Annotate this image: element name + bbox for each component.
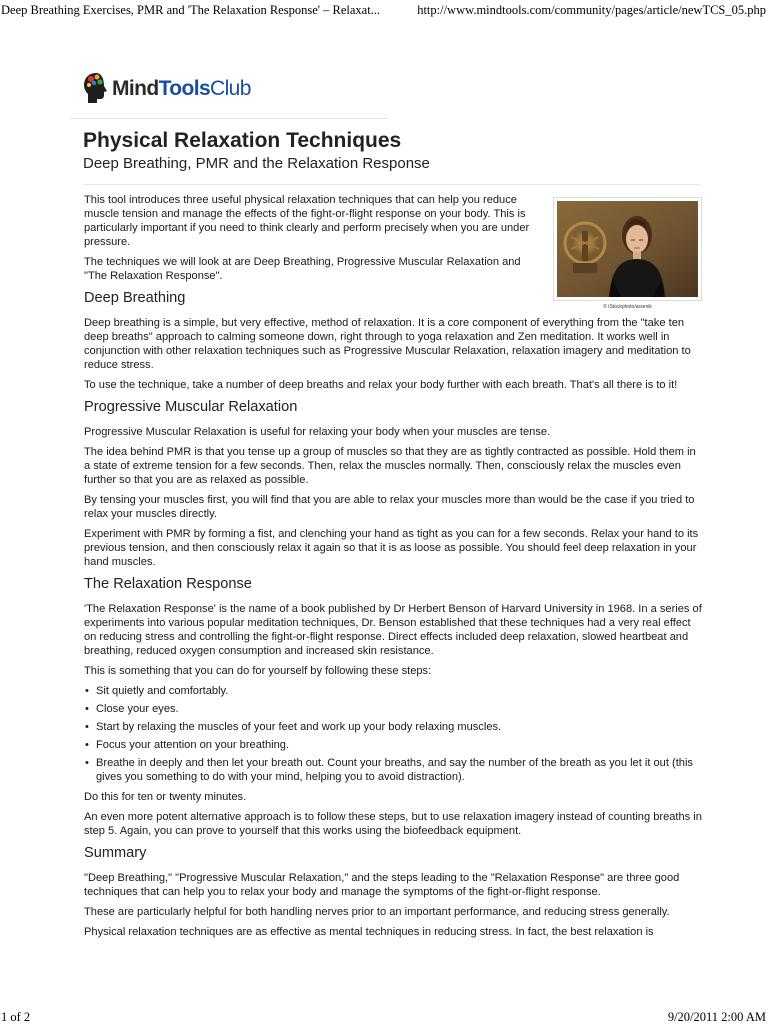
logo-mind: Mind	[112, 76, 159, 100]
list-item-text: Breathe in deeply and then let your breath out. Count your breaths, and say the number of the breath as you let it out (this gives you something to do with your mind, helping you to avoid distraction).	[96, 757, 693, 783]
paragraph: This is something that you can do for yourself by following these steps:	[84, 665, 432, 677]
paragraph: Progressive Muscular Relaxation is useful for relaxing your body when your muscles are tense.	[84, 426, 551, 438]
logo-tools: Tools	[158, 76, 211, 100]
page-subtitle: Deep Breathing, PMR and the Relaxation Response	[83, 155, 430, 172]
bullet: •	[85, 739, 89, 751]
title-divider	[83, 184, 700, 185]
list-item-text: Close your eyes.	[96, 703, 179, 715]
print-footer-datetime: 9/20/2011 2:00 AM	[667, 1010, 766, 1024]
mindtools-club-logo[interactable]	[83, 70, 251, 106]
logo-club: Club	[210, 76, 251, 100]
print-header-url: http://www.mindtools.com/community/pages/article/newTCS_05.php	[417, 3, 766, 17]
bullet: •	[85, 703, 89, 715]
paragraph: These are particularly helpful for both handling nerves prior to an important performance, and reducing stress generally.	[84, 906, 670, 918]
list-item	[84, 684, 704, 698]
bullet: •	[85, 685, 89, 697]
article-body	[84, 193, 704, 945]
paragraph: 'The Relaxation Response' is the name of a book published by Dr Herbert Benson of Harvard University in 1968. In a series of experiments into various popular meditation techniques, Dr. Benson established that these techniques had a very real effect on reducing stress and controlling the fight-or-flight response. Direct effects included deep relaxation, slowed heartbeat and breathing, reduced oxygen consumption and increased skin resistance.	[84, 603, 702, 657]
steps-list	[84, 684, 704, 784]
list-item-text: Focus your attention on your breathing.	[96, 739, 290, 751]
bullet: •	[85, 757, 89, 769]
paragraph: Do this for ten or twenty minutes.	[84, 791, 247, 803]
image-credit: © iStockphoto/arsenik	[603, 304, 652, 310]
page-title: Physical Relaxation Techniques	[83, 129, 402, 152]
logo-wordmark	[112, 78, 251, 99]
list-item	[84, 720, 704, 734]
list-item	[84, 702, 704, 716]
list-item-text: Sit quietly and comfortably.	[96, 685, 229, 697]
paragraph: To use the technique, take a number of deep breaths and relax your body further with each breath. That's all there is to it!	[84, 379, 678, 391]
list-item-text: Start by relaxing the muscles of your feet and work up your body relaxing muscles.	[96, 721, 502, 733]
paragraph: Physical relaxation techniques are as effective as mental techniques in reducing stress. In fact, the best relaxation is	[84, 926, 654, 938]
paragraph: "Deep Breathing," "Progressive Muscular Relaxation," and the steps leading to the "Relaxation Response" are three good techniques that can help you to relax your body and manage the symptoms of the fight-or-flight response.	[84, 872, 680, 898]
mindtools-head-logo-icon	[83, 71, 109, 105]
section-heading-deep-breathing: Deep Breathing	[84, 290, 186, 306]
print-header-title: Deep Breathing Exercises, PMR and 'The Relaxation Response' – Relaxat...	[1, 3, 381, 17]
list-item	[84, 756, 704, 784]
header-divider	[70, 118, 388, 119]
section-heading-pmr: Progressive Muscular Relaxation	[84, 399, 298, 415]
paragraph: Experiment with PMR by forming a fist, and clenching your hand as tight as you can for a few seconds. Relax your hand to its previous tension, and then consciously relax it again so that it is as loose as possible. You should feel deep relaxation in your hand muscles.	[84, 528, 699, 568]
paragraph: The idea behind PMR is that you tense up a group of muscles so that they are as tightly contracted as possible. Hold them in a state of extreme tension for a few seconds. Then, relax the muscles normally. Then, consciously relax the muscles even further so that you are as relaxed as possible.	[84, 446, 696, 486]
paragraph: Deep breathing is a simple, but very effective, method of relaxation. It is a core component of everything from the "take ten deep breaths" approach to calming someone down, right through to yoga relaxation and Zen meditation. It works well in conjunction with other relaxation techniques such as Progressive Muscular Relaxation, relaxation imagery and meditation to reduce stress.	[84, 317, 691, 371]
intro-paragraph: This tool introduces three useful physical relaxation techniques that can help you reduce muscle tension and manage the effects of the fight-or-flight response on your body. This is particularly important if you need to think clearly and perform precisely when you are under pressure.	[84, 194, 530, 248]
print-footer-page-number: 1 of 2	[1, 1010, 31, 1024]
bullet: •	[85, 721, 89, 733]
intro-paragraph: The techniques we will look at are Deep Breathing, Progressive Muscular Relaxation and "The Relaxation Response".	[84, 256, 521, 282]
section-heading-summary: Summary	[84, 845, 147, 861]
list-item	[84, 738, 704, 752]
paragraph: An even more potent alternative approach is to follow these steps, but to use relaxation imagery instead of counting breaths in step 5. Again, you can prove to yourself that this works using the biofeedback equipment.	[84, 811, 702, 837]
section-heading-relaxation-response: The Relaxation Response	[84, 576, 252, 592]
paragraph: By tensing your muscles first, you will find that you are able to relax your muscles more than would be the case if you tried to relax your muscles directly.	[84, 494, 695, 520]
